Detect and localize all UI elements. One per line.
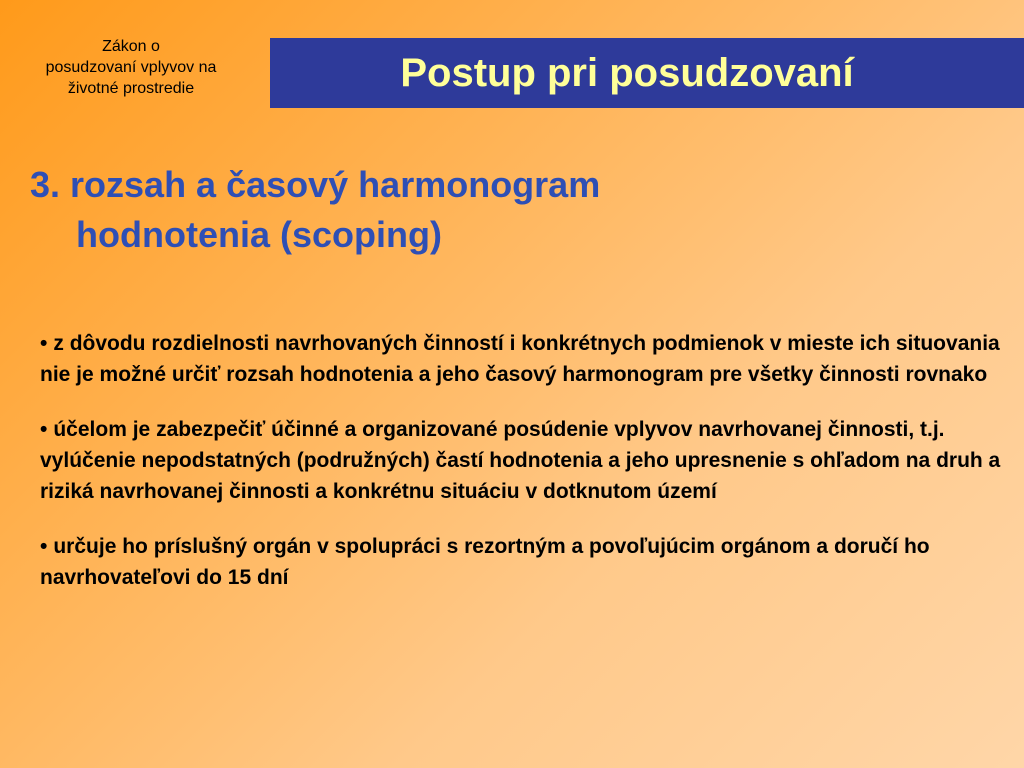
bullet-icon: •	[40, 332, 48, 355]
section-heading	[30, 160, 836, 260]
bullet-list	[40, 328, 1015, 617]
list-item	[40, 531, 1015, 593]
bullet-text: z dôvodu rozdielnosti navrhovaných činností i konkrétnych podmienok v mieste ich situovania nie je možné určiť rozsah hodnotenia a jeho časový harmonogram pre všetky činnosti rovnako	[40, 332, 1000, 386]
law-reference-note	[0, 36, 262, 99]
list-item	[40, 414, 1015, 507]
law-reference-line-3: životné prostredie	[67, 80, 195, 97]
bullet-icon: •	[40, 535, 48, 558]
bullet-icon: •	[40, 418, 48, 441]
title-bar	[270, 38, 1024, 108]
section-heading-line-2: hodnotenia (scoping)	[76, 214, 442, 255]
bullet-text: určuje ho príslušný orgán v spolupráci s rezortným a povoľujúcim orgánom a doručí ho navrhovateľovi do 15 dní	[40, 535, 930, 589]
slide-title: Postup pri posudzovaní	[400, 50, 854, 95]
bullet-text: účelom je zabezpečiť účinné a organizované posúdenie vplyvov navrhovanej činnosti, t.j. vylúčenie nepodstatných (podružných) častí hodnotenia a jeho upresnenie s ohľadom na druh a riziká navrhovanej činnosti a konkrétnu situáciu v dotknutom území	[40, 418, 1001, 503]
list-item	[40, 328, 1015, 390]
section-heading-line-1: 3. rozsah a časový harmonogram	[30, 164, 601, 205]
law-reference-line-2: posudzovaní vplyvov na	[45, 59, 217, 76]
law-reference-line-1: Zákon o	[102, 38, 160, 55]
